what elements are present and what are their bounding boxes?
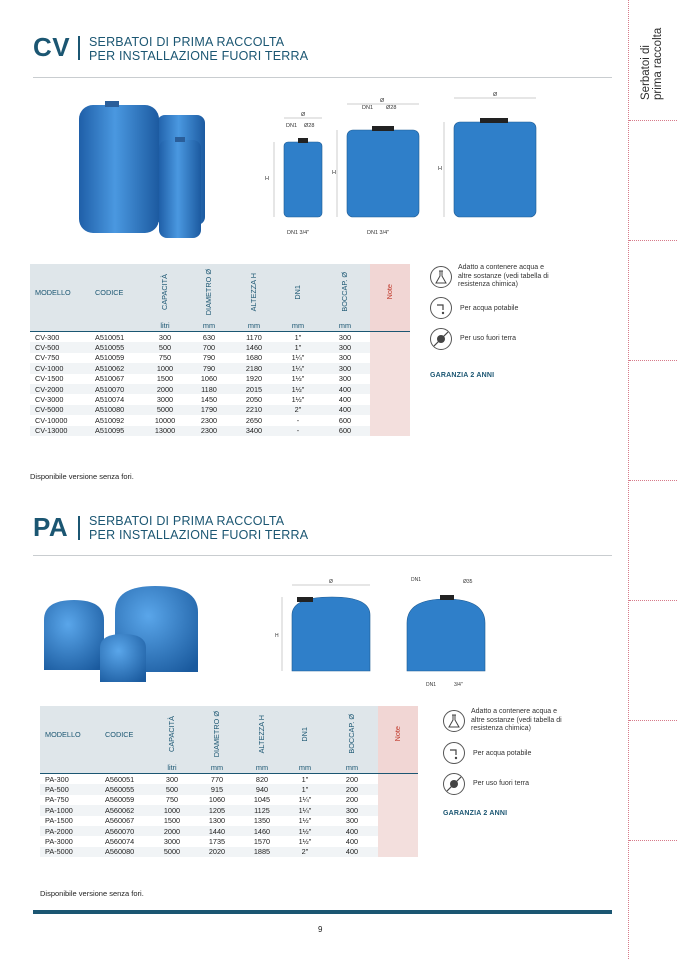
table-cell: CV-750 xyxy=(35,353,60,363)
table-cell: A510074 xyxy=(95,395,125,405)
sidebar-tab-strip xyxy=(628,0,678,959)
table-row xyxy=(40,816,418,826)
table-cell: 3000 xyxy=(163,837,181,847)
pa-unit-altezza: mm xyxy=(240,762,284,774)
table-cell: A560051 xyxy=(105,774,135,784)
table-cell: 300 xyxy=(345,816,359,826)
table-cell: 630 xyxy=(202,332,216,342)
table-cell: A510095 xyxy=(90,426,144,436)
table-cell: 2180 xyxy=(232,363,276,373)
cv-feature-chemical-line1: Adatto a contenere acqua e xyxy=(458,264,545,271)
table-row xyxy=(40,784,418,794)
pa-unit-capacita: litri xyxy=(150,762,194,774)
table-cell: 2000 xyxy=(144,384,186,394)
table-cell: 1460 xyxy=(240,826,284,836)
table-cell: 400 xyxy=(326,826,378,836)
table-cell: PA-500 xyxy=(40,784,100,794)
cv-feature-chemical xyxy=(458,264,549,290)
cv-tank-large xyxy=(79,105,159,233)
table-cell: PA-1500 xyxy=(45,816,73,826)
page-number: 9 xyxy=(318,925,323,934)
cv-col-altezza: ALTEZZA H xyxy=(249,272,258,312)
table-cell: 300 xyxy=(338,353,352,363)
table-cell: 1500 xyxy=(156,374,174,384)
table-cell: 400 xyxy=(320,405,370,415)
pa-col-boccap: BOCCAP. Ø xyxy=(347,714,356,754)
table-cell: 2" xyxy=(276,405,320,415)
table-cell: 820 xyxy=(255,774,269,784)
table-cell: A510059 xyxy=(95,353,125,363)
table-cell: PA-2000 xyxy=(40,826,100,836)
table-cell: 1½" xyxy=(298,837,312,847)
table-cell: 2015 xyxy=(232,384,276,394)
pa-footnote: Disponibile versione senza fori. xyxy=(40,889,144,898)
table-cell: 5000 xyxy=(144,405,186,415)
table-row xyxy=(30,384,410,394)
table-cell: CV-1000 xyxy=(30,363,90,373)
table-cell: PA-1000 xyxy=(40,805,100,815)
cv-header-rule xyxy=(33,77,612,78)
cv-unit-diametro: mm xyxy=(186,320,232,332)
cv-col-note: Note xyxy=(385,284,394,300)
sidebar-label-line1: Serbatoi di xyxy=(640,45,652,100)
table-cell: 1450 xyxy=(200,395,218,405)
note-cell xyxy=(370,342,410,352)
table-cell: A560074 xyxy=(105,837,135,847)
table-cell: 1½" xyxy=(284,826,326,836)
table-row xyxy=(40,826,418,836)
cv-unit-capacita: litri xyxy=(144,320,186,332)
table-cell: A510055 xyxy=(90,342,144,352)
table-row xyxy=(40,774,418,785)
cv-dim-phi-3: Ø xyxy=(493,92,498,98)
note-cell xyxy=(378,816,418,826)
table-row xyxy=(40,795,418,805)
cv-footnote: Disponibile versione senza fori. xyxy=(30,472,134,481)
cv-feature-potable: Per acqua potabile xyxy=(460,305,519,312)
pa-col-dn1: DN1 xyxy=(300,726,309,742)
table-cell: 1" xyxy=(294,332,302,342)
cv-table-body xyxy=(30,332,410,436)
cv-drawing-tank-1 xyxy=(284,142,322,217)
note-cell xyxy=(378,774,418,785)
cv-section-code: CV xyxy=(33,32,71,62)
cv-title-line1: SERBATOI DI PRIMA RACCOLTA xyxy=(89,35,285,49)
table-cell: A510070 xyxy=(90,384,144,394)
potable-water-tap-icon xyxy=(430,297,452,319)
table-cell: 1¼" xyxy=(276,363,320,373)
table-cell: 400 xyxy=(326,847,378,857)
table-cell: 1440 xyxy=(194,826,240,836)
pa-col-diametro: DIAMETRO Ø xyxy=(212,710,221,758)
table-cell: 300 xyxy=(338,332,352,342)
table-cell: CV-500 xyxy=(30,342,90,352)
pa-tank-medium xyxy=(44,600,104,670)
footer-bar xyxy=(33,910,612,914)
pa-dim-bottom-34: 3/4" xyxy=(454,682,463,688)
table-cell: 1205 xyxy=(194,805,240,815)
table-cell: PA-3000 xyxy=(45,837,73,847)
pa-dim-dn1: DN1 xyxy=(411,577,422,583)
table-cell: 10000 xyxy=(154,415,176,425)
table-cell: 400 xyxy=(345,837,359,847)
table-cell: 2020 xyxy=(194,847,240,857)
table-cell: 1060 xyxy=(200,374,218,384)
table-cell: 200 xyxy=(345,795,359,805)
table-cell: 400 xyxy=(338,395,352,405)
table-cell: A560055 xyxy=(100,784,150,794)
cv-dim-h-3: H xyxy=(438,166,442,172)
table-cell: 400 xyxy=(320,384,370,394)
pa-tank-small xyxy=(100,634,146,682)
cv-col-boccap: BOCCAP. Ø xyxy=(340,272,349,312)
note-cell xyxy=(370,363,410,373)
table-cell: CV-13000 xyxy=(30,426,90,436)
pa-unit-boccap: mm xyxy=(326,762,378,774)
note-cell xyxy=(378,795,418,805)
table-cell: 300 xyxy=(158,332,172,342)
sidebar-section-label[interactable] xyxy=(640,0,664,100)
note-cell xyxy=(370,374,410,384)
table-cell: 1000 xyxy=(150,805,194,815)
table-cell: 2650 xyxy=(245,415,263,425)
table-cell: 200 xyxy=(326,784,378,794)
cv-col-modello: MODELLO xyxy=(30,264,90,320)
cv-title-line2: PER INSTALLAZIONE FUORI TERRA xyxy=(89,49,309,63)
table-cell: 1¼" xyxy=(298,795,312,805)
pa-col-altezza: ALTEZZA H xyxy=(257,714,266,754)
table-cell: 300 xyxy=(338,374,352,384)
table-row xyxy=(30,426,410,436)
chemical-flask-icon xyxy=(430,266,452,288)
pa-col-note: Note xyxy=(393,726,402,742)
table-cell: 1¼" xyxy=(284,805,326,815)
cv-dim-bottom-1: DN1 3/4" xyxy=(287,230,310,236)
note-cell xyxy=(378,784,418,794)
cv-feature-outdoor: Per uso fuori terra xyxy=(460,335,517,342)
cv-dim-h-1: H xyxy=(265,176,269,182)
table-cell: 1½" xyxy=(276,384,320,394)
table-cell: 1" xyxy=(284,784,326,794)
table-cell: 1" xyxy=(276,342,320,352)
chemical-flask-icon xyxy=(443,710,465,732)
table-cell: 1½" xyxy=(291,374,305,384)
cv-garanzia-badge: GARANZIA 2 ANNI xyxy=(430,372,495,379)
table-cell: PA-5000 xyxy=(40,847,100,857)
cv-unit-boccap: mm xyxy=(320,320,370,332)
table-cell: A510051 xyxy=(95,332,125,342)
table-cell: A560080 xyxy=(100,847,150,857)
cv-unit-altezza: mm xyxy=(232,320,276,332)
table-cell: CV-5000 xyxy=(30,405,90,415)
table-cell: 300 xyxy=(320,342,370,352)
table-cell: 1060 xyxy=(208,795,226,805)
pa-feature-chemical-line3: resistenza chimica) xyxy=(471,725,531,732)
table-cell: 300 xyxy=(326,805,378,815)
cv-dim-h-2: H xyxy=(332,170,336,176)
table-cell: 1½" xyxy=(291,395,305,405)
cv-drawing-tank-3 xyxy=(454,122,536,217)
table-cell: A560059 xyxy=(105,795,135,805)
note-cell xyxy=(378,847,418,857)
cv-unit-dn1: mm xyxy=(276,320,320,332)
table-cell: A560070 xyxy=(100,826,150,836)
table-cell: A560062 xyxy=(100,805,150,815)
cv-technical-drawing xyxy=(262,88,582,238)
table-row xyxy=(30,394,410,404)
table-cell: 2210 xyxy=(232,405,276,415)
table-cell: 1045 xyxy=(253,795,271,805)
table-cell: 750 xyxy=(165,795,179,805)
pa-dim-phi: Ø xyxy=(329,579,333,585)
pa-unit-dn1: mm xyxy=(284,762,326,774)
table-cell: 1735 xyxy=(208,837,226,847)
table-cell: 1680 xyxy=(245,353,263,363)
cv-title-divider xyxy=(78,36,80,60)
table-row xyxy=(30,405,410,415)
table-cell: 1350 xyxy=(253,816,271,826)
cv-feature-chemical-line2: altre sostanze (vedi tabella di xyxy=(458,272,549,280)
table-cell: 1000 xyxy=(144,363,186,373)
cv-drawing-tank-2 xyxy=(347,130,419,217)
table-cell: 2" xyxy=(284,847,326,857)
table-cell: 300 xyxy=(165,774,179,784)
table-cell: 1170 xyxy=(246,332,262,342)
cv-dim-phi-1: Ø xyxy=(301,112,306,118)
note-cell xyxy=(378,826,418,836)
table-cell: 600 xyxy=(320,426,370,436)
table-row xyxy=(30,353,410,363)
table-cell: 500 xyxy=(144,342,186,352)
pa-dim-d35: Ø35 xyxy=(463,579,473,585)
table-cell: 1885 xyxy=(240,847,284,857)
cv-dim-bottom-2: DN1 3/4" xyxy=(367,230,390,236)
table-cell: 1125 xyxy=(240,805,284,815)
table-row xyxy=(40,847,418,857)
table-cell: A560067 xyxy=(105,816,135,826)
pa-title-divider xyxy=(78,516,80,540)
table-cell: 1920 xyxy=(245,374,263,384)
table-cell: - xyxy=(276,426,320,436)
outdoor-use-icon xyxy=(443,773,465,795)
table-cell: 500 xyxy=(150,784,194,794)
table-cell: CV-300 xyxy=(35,332,60,342)
note-cell xyxy=(370,415,410,425)
table-cell: 1790 xyxy=(186,405,232,415)
pa-technical-drawing xyxy=(270,575,500,695)
table-cell: 5000 xyxy=(150,847,194,857)
pa-unit-diametro: mm xyxy=(194,762,240,774)
pa-table-body xyxy=(40,774,418,858)
table-row xyxy=(30,415,410,425)
table-cell: 2000 xyxy=(150,826,194,836)
table-cell: PA-750 xyxy=(45,795,69,805)
table-cell: 940 xyxy=(240,784,284,794)
table-row xyxy=(40,836,418,846)
table-cell: 600 xyxy=(338,415,352,425)
pa-feature-chemical-line1: Adatto a contenere acqua e xyxy=(471,708,558,715)
table-cell: 700 xyxy=(186,342,232,352)
cv-dim-phi-2: Ø xyxy=(380,98,385,104)
potable-water-tap-icon xyxy=(443,742,465,764)
cv-spec-table xyxy=(30,264,410,436)
table-cell: 1570 xyxy=(253,837,271,847)
pa-drawing-tank-1 xyxy=(292,597,370,671)
pa-feature-potable: Per acqua potabile xyxy=(473,750,532,757)
cv-tank-small-front xyxy=(159,140,201,238)
table-cell: A510092 xyxy=(95,415,125,425)
pa-title-line1: SERBATOI DI PRIMA RACCOLTA xyxy=(89,514,285,528)
table-cell: CV-2000 xyxy=(30,384,90,394)
pa-col-capacita: CAPACITÀ xyxy=(167,716,176,752)
table-cell: 750 xyxy=(158,353,172,363)
note-cell xyxy=(378,805,418,815)
table-cell: PA-300 xyxy=(45,774,69,784)
table-cell: 3000 xyxy=(156,395,174,405)
cv-dim-dn1-1: DN1 xyxy=(286,123,298,129)
cv-col-codice: CODICE xyxy=(90,264,144,320)
pa-header-rule xyxy=(33,555,612,556)
table-cell: 790 xyxy=(186,363,232,373)
table-cell: 1½" xyxy=(298,816,312,826)
note-cell xyxy=(370,405,410,415)
table-cell: CV-1500 xyxy=(35,374,64,384)
note-cell xyxy=(370,394,410,404)
note-cell xyxy=(370,384,410,394)
table-cell: 915 xyxy=(194,784,240,794)
table-cell: A510067 xyxy=(95,374,125,384)
outdoor-use-icon xyxy=(430,328,452,350)
cv-product-photo xyxy=(75,95,215,245)
pa-section-code: PA xyxy=(33,512,69,542)
table-cell: 1¼" xyxy=(291,353,305,363)
pa-col-modello: MODELLO xyxy=(40,706,100,762)
pa-dim-h: H xyxy=(275,633,279,639)
table-cell: 1300 xyxy=(208,816,226,826)
table-cell: 200 xyxy=(345,774,359,784)
pa-feature-chemical xyxy=(471,708,562,734)
cv-dim-d28-1: Ø28 xyxy=(304,123,315,129)
table-row xyxy=(40,805,418,815)
table-cell: 1180 xyxy=(186,384,232,394)
pa-spec-table xyxy=(40,706,418,857)
table-cell: 2300 xyxy=(200,415,218,425)
sidebar-label-line2: prima raccolta xyxy=(652,27,664,100)
table-cell: 13000 xyxy=(144,426,186,436)
table-cell: 3400 xyxy=(232,426,276,436)
cv-feature-chemical-line3: resistenza chimica) xyxy=(458,281,518,288)
note-cell xyxy=(370,426,410,436)
cv-dim-dn1-2: DN1 xyxy=(362,105,374,111)
table-row xyxy=(30,342,410,352)
cv-dim-d28-2: Ø28 xyxy=(386,105,397,111)
table-cell: 790 xyxy=(202,353,216,363)
table-cell: 1500 xyxy=(163,816,181,826)
table-cell: 1" xyxy=(301,774,309,784)
table-cell: CV-3000 xyxy=(35,395,64,405)
note-cell xyxy=(378,836,418,846)
note-cell xyxy=(370,353,410,363)
cv-col-capacita: CAPACITÀ xyxy=(160,274,169,310)
table-cell: 2300 xyxy=(186,426,232,436)
note-cell xyxy=(370,332,410,343)
pa-feature-outdoor: Per uso fuori terra xyxy=(473,780,530,787)
pa-dim-bottom-dn1: DN1 xyxy=(426,682,437,688)
table-cell: A510062 xyxy=(90,363,144,373)
pa-col-codice: CODICE xyxy=(100,706,150,762)
pa-title-line2: PER INSTALLAZIONE FUORI TERRA xyxy=(89,528,309,542)
table-row xyxy=(30,374,410,384)
cv-col-diametro: DIAMETRO Ø xyxy=(204,268,213,316)
table-cell: 1460 xyxy=(232,342,276,352)
pa-feature-chemical-line2: altre sostanze (vedi tabella di xyxy=(471,716,562,724)
table-cell: 300 xyxy=(320,363,370,373)
table-cell: CV-10000 xyxy=(35,415,68,425)
cv-col-dn1: DN1 xyxy=(293,284,302,300)
pa-product-photo xyxy=(40,582,210,692)
pa-drawing-tank-2 xyxy=(407,599,485,671)
table-row xyxy=(30,332,410,343)
table-row xyxy=(30,363,410,373)
table-cell: A510080 xyxy=(90,405,144,415)
table-cell: 770 xyxy=(210,774,224,784)
table-cell: 2050 xyxy=(245,395,263,405)
pa-garanzia-badge: GARANZIA 2 ANNI xyxy=(443,810,508,817)
table-cell: - xyxy=(296,415,300,425)
